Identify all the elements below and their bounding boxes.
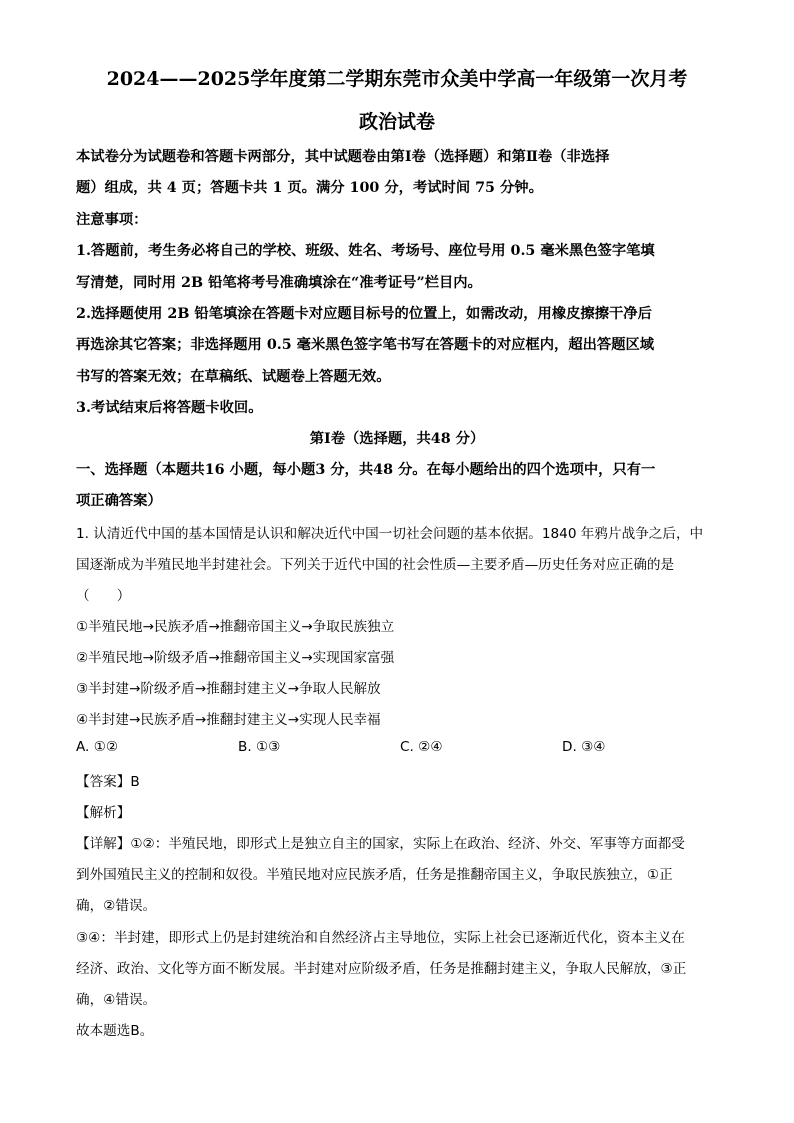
intro-line-2: 题）组成，共 4 页；答题卡共 1 页。满分 100 分，考试时间 75 分钟。 — [76, 180, 543, 196]
statement-4: ④半封建→民族矛盾→推翻封建主义→实现人民幸福 — [76, 712, 381, 728]
analysis-label: 【解析】 — [76, 805, 131, 821]
detail-line-3: 确，②错误。 — [76, 898, 157, 914]
question-stem-line-1: 1. 认清近代中国的基本国情是认识和解决近代中国一切社会问题的基本依据。1840 年鸦片战争之后，中 — [76, 526, 704, 542]
exam-title: 2024——2025学年度第二学期东莞市众美中学高一年级第一次月考 — [106, 68, 688, 90]
detail-line-7: 故本题选B。 — [76, 1023, 154, 1039]
notice-title: 注意事项： — [76, 212, 148, 228]
notice-line-3: 2.选择题使用 2B 铅笔填涂在答题卡对应题目标号的位置上，如需改动，用橡皮擦擦干净后 — [76, 306, 652, 322]
option-d: D. ③④ — [562, 739, 606, 755]
detail-line-2: 到外国殖民主义的控制和奴役。半殖民地对应民族矛盾，任务是推翻帝国主义，争取民族独立，①正 — [76, 867, 673, 883]
question-stem-line-2: 国逐渐成为半殖民地半封建社会。下列关于近代中国的社会性质—主要矛盾—历史任务对应正确的是 — [76, 557, 675, 573]
option-b: B. ①③ — [238, 739, 281, 755]
notice-line-1: 1.答题前，考生务必将自己的学校、班级、姓名、考场号、座位号用 0.5 毫米黑色签字笔填 — [76, 243, 655, 259]
intro-line-1: 本试卷分为试题卷和答题卡两部分，其中试题卷由第Ⅰ卷（选择题）和第Ⅱ卷（非选择 — [76, 149, 610, 165]
part-heading-line-1: 一、选择题（本题共16 小题，每小题3 分，共48 分。在每小题给出的四个选项中，只有一 — [76, 462, 656, 478]
detail-line-5: 经济、政治、文化等方面不断发展。半封建对应阶级矛盾，任务是推翻封建主义，争取人民解放，③正 — [76, 961, 687, 977]
notice-line-2: 写清楚，同时用 2B 铅笔将考号准确填涂在“准考证号”栏目内。 — [76, 275, 482, 291]
exam-subtitle: 政治试卷 — [358, 111, 435, 133]
detail-line-4: ③④：半封建，即形式上仍是封建统治和自然经济占主导地位，实际上社会已逐渐近代化，资本主义在 — [76, 930, 685, 946]
part-heading-line-2: 项正确答案） — [76, 493, 162, 509]
notice-line-5: 书写的答案无效；在草稿纸、试题卷上答题无效。 — [76, 369, 391, 385]
statement-3: ③半封建→阶级矛盾→推翻封建主义→争取人民解放 — [76, 681, 381, 697]
question-stem-line-3: （ ） — [76, 588, 131, 604]
notice-line-6: 3.考试结束后将答题卡收回。 — [76, 400, 263, 416]
section-title: 第Ⅰ卷（选择题，共48 分） — [309, 431, 485, 447]
option-a: A. ①② — [76, 739, 119, 755]
statement-1: ①半殖民地→民族矛盾→推翻帝国主义→争取民族独立 — [76, 619, 395, 635]
option-c: C. ②④ — [400, 739, 443, 755]
detail-line-6: 确，④错误。 — [76, 992, 157, 1008]
answer-line: 【答案】B — [76, 774, 140, 790]
statement-2: ②半殖民地→阶级矛盾→推翻帝国主义→实现国家富强 — [76, 650, 395, 666]
notice-line-4: 再选涂其它答案；非选择题用 0.5 毫米黑色签字笔书写在答题卡的对应框内，超出答题区域 — [76, 337, 655, 353]
detail-line-1: 【详解】①②：半殖民地，即形式上是独立自主的国家，实际上在政治、经济、外交、军事等方面都受 — [76, 836, 685, 852]
